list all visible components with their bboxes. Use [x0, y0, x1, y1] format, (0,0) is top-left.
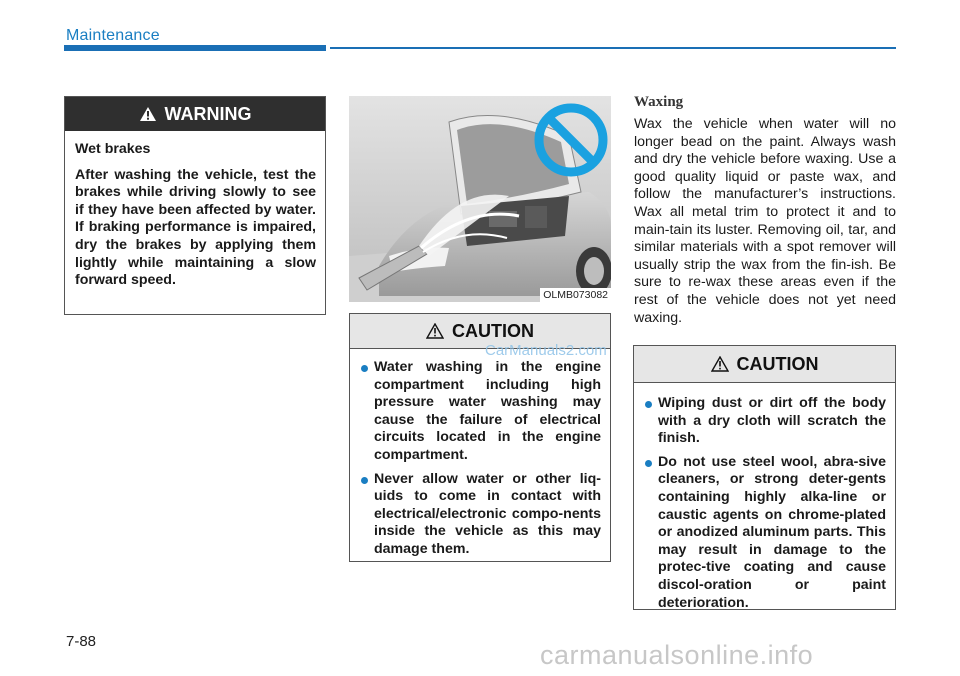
- caution-waxing-body: [634, 383, 895, 628]
- warning-triangle-icon: [139, 106, 157, 122]
- header-rule-thin: [330, 47, 896, 49]
- caution-waxing-item: Wiping dust or dirt off the body with a dry cloth will scratch the finish.: [644, 395, 886, 448]
- warning-label: WARNING: [164, 103, 252, 124]
- figure-code: OLMB073082: [540, 288, 611, 302]
- caution-waxing-label: CAUTION: [736, 353, 819, 374]
- section-title: Maintenance: [66, 27, 160, 44]
- warning-box: [64, 96, 326, 315]
- warning-header: [65, 97, 325, 131]
- caution-waxing-item: Do not use steel wool, abra-sive cleaners, or strong deter-gents containing highly alka-line or caustic agents on chrome-plated or anodized aluminum parts. This may result in damage to the protec-tive coating and cause discol-oration or paint deterioration.: [644, 454, 886, 612]
- engine-washing-figure: [349, 96, 611, 302]
- warning-body: [65, 131, 325, 300]
- caution-engine-body: [350, 349, 610, 575]
- header-rule-thick: [64, 45, 326, 51]
- waxing-text: Wax the vehicle when water will no longer bead on the paint. Always wash and dry the vehicle before waxing. Use a good quality liquid or paste wax, and follow the manufacturer’s instructions. Wax all metal trim to protect it and to main-tain its luster. Removing oil, tar, and similar materials with a spot remover will usually strip the wax from the fin-ish. Be sure to re-wax these areas even if the rest of the vehicle does not yet need waxing.: [634, 116, 896, 326]
- caution-waxing-box: [633, 345, 896, 610]
- caution-engine-item: Never allow water or other liq-uids to come in contact with electrical/electronic compo-nents inside the vehicle as this may damage them.: [360, 471, 601, 559]
- waxing-heading: Waxing: [634, 94, 684, 110]
- site-footer: carmanualsonline.info: [540, 640, 814, 670]
- prohibited-icon: [533, 102, 609, 178]
- warning-subtitle: Wet brakes: [75, 141, 151, 157]
- watermark: CarManuals2.com: [485, 342, 607, 359]
- caution-triangle-icon: [711, 356, 729, 372]
- caution-triangle-icon: [426, 323, 444, 339]
- warning-text: After washing the vehicle, test the brakes while driving slowly to see if they have been affected by water. If braking performance is impaired, dry the brakes by applying them lightly while maintaining a slow forward speed.: [75, 166, 316, 289]
- page-number: 7-88: [66, 633, 97, 650]
- caution-waxing-header: [634, 346, 895, 383]
- caution-engine-label: CAUTION: [452, 320, 534, 341]
- caution-engine-item: Water washing in the engine compartment including high pressure water washing may cause the failure of electrical circuits located in the engine compartment.: [360, 359, 601, 465]
